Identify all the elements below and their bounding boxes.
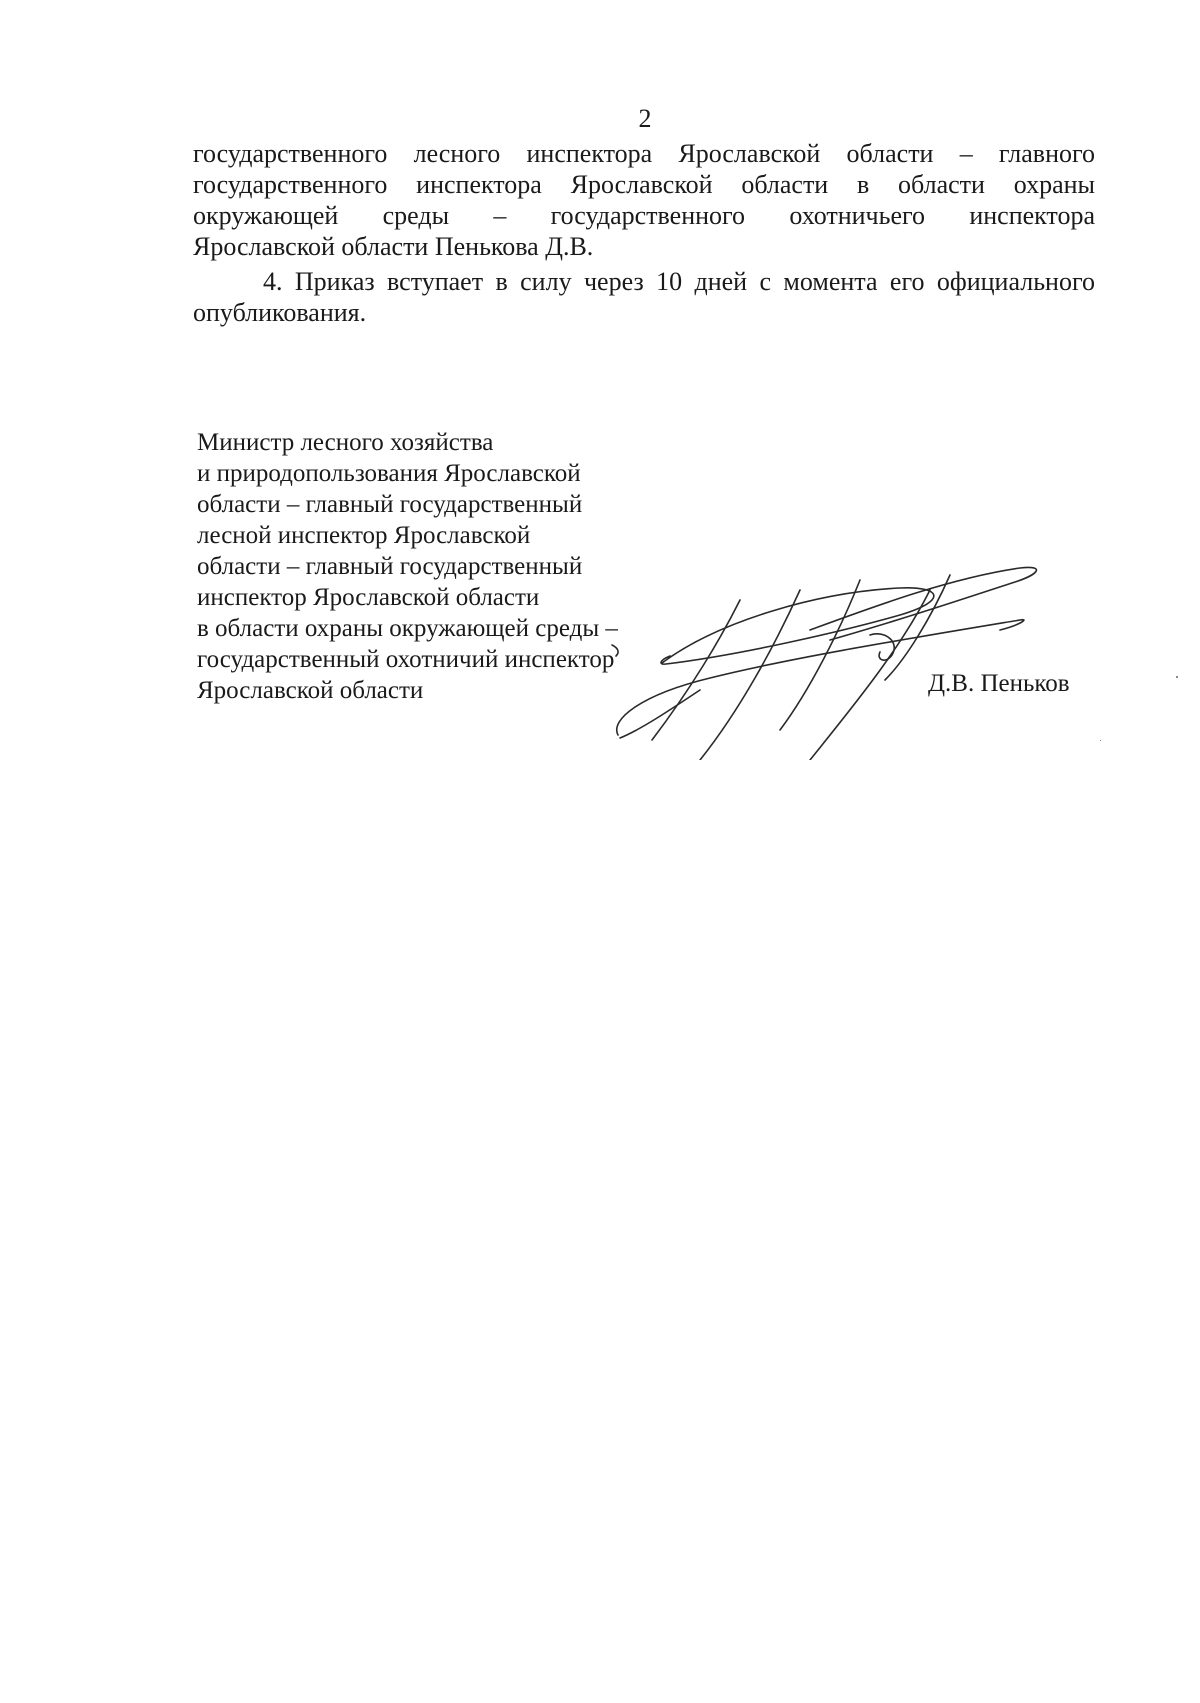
signatory-line: области – главный государственный xyxy=(197,553,583,580)
paragraph-line: опубликования. xyxy=(193,298,367,327)
body-text xyxy=(193,138,1095,328)
handwritten-signature-icon xyxy=(600,560,1060,760)
paragraph-line: государственного инспектора Ярославской области в области охраны xyxy=(193,170,1095,199)
page-number: 2 xyxy=(638,104,652,133)
paragraph-line: окружающей среды – государственного охотничьего инспектора xyxy=(193,201,1095,230)
signer-name: Д.В. Пеньков xyxy=(928,670,1070,697)
signatory-line: в области охраны окружающей среды – xyxy=(197,615,618,642)
signatory-line: области – главный государственный xyxy=(197,491,583,518)
continuation-paragraph xyxy=(193,138,1095,262)
signatory-line: Министр лесного хозяйства xyxy=(197,429,494,456)
paragraph-line: государственного лесного инспектора Ярославской области – главного xyxy=(193,139,1095,168)
scan-speck xyxy=(1176,676,1178,678)
scan-speck xyxy=(1100,740,1101,741)
signatory-position xyxy=(197,427,657,706)
paragraph-line: 4. Приказ вступает в силу через 10 дней с момента его официального xyxy=(263,267,1095,296)
signatory-line: Ярославской области xyxy=(197,677,424,704)
signatory-line: инспектор Ярославской области xyxy=(197,584,540,611)
paragraph-line: Ярославской области Пенькова Д.В. xyxy=(193,232,594,261)
signatory-line: и природопользования Ярославской xyxy=(197,460,581,487)
item-4-paragraph xyxy=(193,266,1095,328)
signatory-line: государственный охотничий инспектор xyxy=(197,646,615,673)
signatory-line: лесной инспектор Ярославской xyxy=(197,522,531,549)
